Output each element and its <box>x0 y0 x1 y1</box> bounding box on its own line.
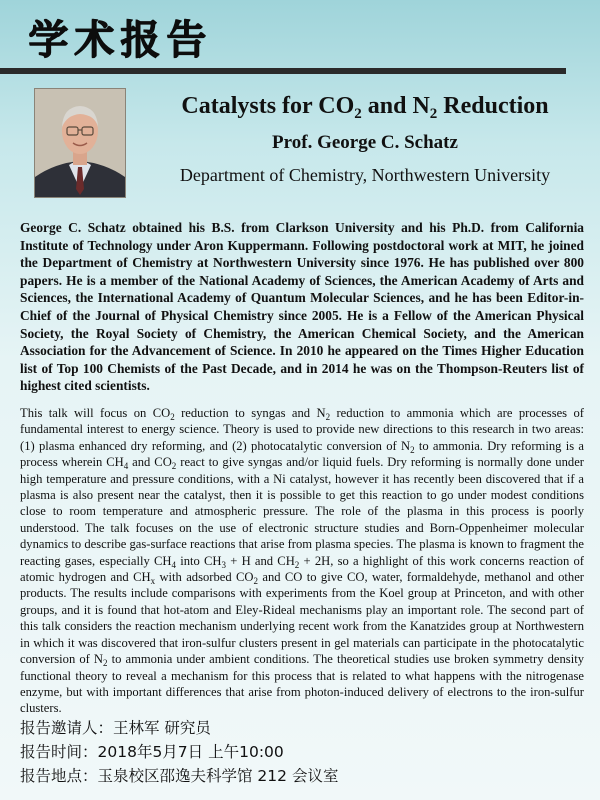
header-divider <box>0 68 566 74</box>
event-info <box>20 716 580 788</box>
speaker-photo <box>35 89 125 197</box>
speaker-name: Prof. George C. Schatz <box>272 132 458 153</box>
talk-title: Catalysts for $CO_2$ and $N_2$ Reduction <box>181 93 549 122</box>
speaker-affiliation: Department of Chemistry, Northwestern University <box>179 165 551 185</box>
page-title: 学术报告 <box>28 17 212 63</box>
speaker-biography: George C. Schatz obtained his B.S. from Clarkson University and his Ph.D. from California Institute of Technology under Aron Kuppermann. Following postdoctoral work at MIT, he joined the Department of Chemistry at Northwestern University since 1976. He has published over 800 papers. He is a member of the National Academy of Sciences, the American Academy of Arts and Sciences, the International Academy of Quantum Molecular Sciences, and he has been Editor-in-Chief of the Journal of Physical Chemistry since 2005. He is a Fellow of the American Physical Society, the Royal Society of Chemistry, the American Chemical Society, and the American Association for the Advancement of Science. In 2010 he appeared on the Times Higher Education list of Top 100 Chemists of the Past Decade, and in 2014 he was on the Thompson-Reuters list of highest cited scientists. <box>20 220 584 394</box>
speaker-portrait-image <box>35 89 125 197</box>
event-venue: 报告地点：玉泉校区邵逸夫科学馆 212 会议室 <box>20 767 339 785</box>
event-host: 报告邀请人：王林军 研究员 <box>20 719 211 737</box>
talk-abstract: This talk will focus on $CO_2$ reduction to syngas and $N_2$ reduction to ammonia which are processes of fundamental interest to energy science. Theory is used to provide new directions to this research in two areas: (1) plasma enhanced dry reforming, and (2) photocatalytic conversion of $N_2$ to ammonia. Dry reforming is a process wherein $CH_4$ and $CO_2$ react to give syngas and/or liquid fuels. Dry reforming is normally done under high temperature and pressure conditions, with a Ni catalyst, however it has recently been discovered that if a plasma is also present near the catalyst, then it is possible to get this reaction to go under modest conditions close to room temperature and atmospheric pressure. The role of the plasma in this process is poorly understood. The talk focuses on the use of electronic structure studies and Born-Oppenheimer molecular dynamics to describe gas-surface reactions that arise from plasma species. The plasma is known to fragment the reacting gases, especially $CH_4$ into $CH_3 + H$ and $CH_2 + 2H$, so a highlight of this work concerns reaction of atomic hydrogen and $CH_x$ with adsorbed $CO_2$ and CO to give CO, water, formaldehyde, methanol and other products. The results include comparisons with experiments from the Koel group at Princeton, and with other groups, and it is found that hot-atom and Eley-Rideal mechanisms play an important role. The second part of this talk considers the reaction mechanism underlying recent work from the Kanatzides group at Northwestern in which it was discovered that iron-sulfur clusters present in gel materials can participate in the photocatalytic conversion of $N_2$ to ammonia under ambient conditions. The theoretical studies use broken symmetry density functional theory to reveal a mechanism for this process that is related to what happens with the nitrogenase enzyme, but with important differences that arise from photon-induced delivery of electrons to the iron-sulfur clusters. <box>20 406 584 716</box>
event-time: 报告时间：2018年5月7日 上午10:00 <box>20 743 284 761</box>
